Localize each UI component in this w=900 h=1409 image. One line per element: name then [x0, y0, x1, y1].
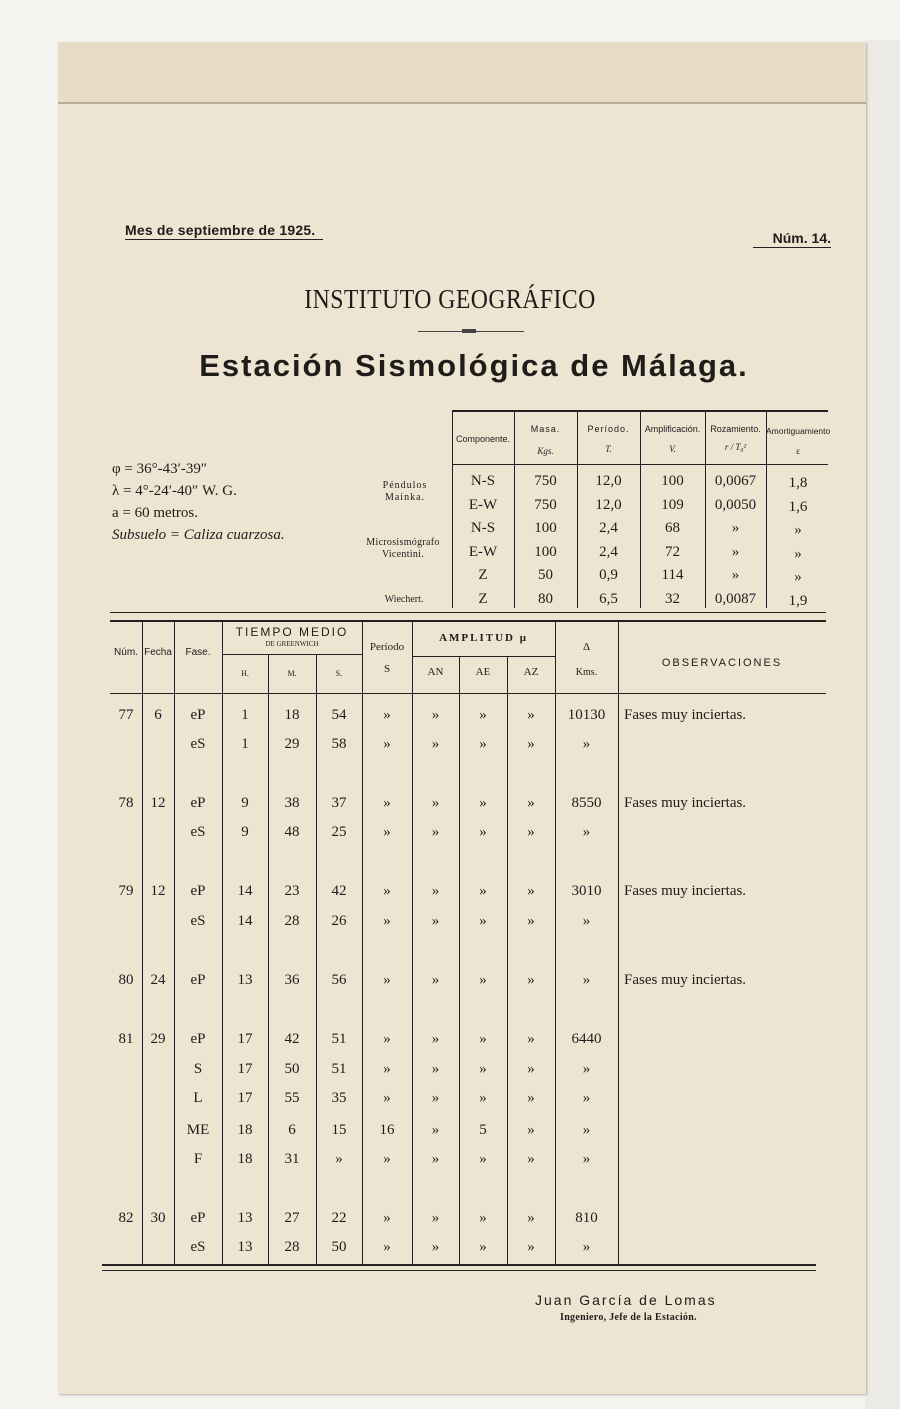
cell-delta: 3010 — [571, 883, 602, 899]
cell-fecha: 24 — [150, 972, 166, 988]
cell-delta: » — [582, 1239, 591, 1255]
folded-page-edge — [58, 42, 866, 104]
cell-delta: » — [582, 1061, 591, 1077]
cell-fase: eP — [190, 795, 206, 811]
instrument-vicentini: Microsismógrafo Vicentini. — [366, 537, 440, 560]
col-delta: Δ — [582, 641, 591, 653]
cell-periodo: » — [383, 913, 391, 929]
cell-ae: » — [479, 1031, 487, 1047]
cell-fecha: 12 — [150, 883, 166, 899]
cell-h: 9 — [241, 795, 249, 811]
cell-an: » — [431, 707, 440, 723]
cell-m: 50 — [284, 1061, 300, 1077]
altitude: a = 60 metros. — [112, 505, 198, 521]
instr-componente-col: N-S E-W N-S E-W Z Z — [468, 473, 498, 607]
cell-an: » — [431, 1122, 440, 1138]
cell-periodo: » — [383, 824, 391, 840]
cell-m: 29 — [284, 736, 300, 752]
col-rozamiento-unit: r / T₀² — [724, 442, 747, 452]
col-periodo-s: S — [383, 663, 391, 675]
cell-az: » — [527, 1122, 535, 1138]
cell-s: 35 — [331, 1090, 347, 1106]
cell-an: » — [431, 824, 440, 840]
cell-h: 17 — [237, 1031, 253, 1047]
cell-m: 36 — [284, 972, 300, 988]
cell-ae: » — [479, 824, 487, 840]
cell-fase: eS — [190, 736, 206, 752]
cell-delta: » — [582, 824, 591, 840]
cell-m: 42 — [284, 1031, 300, 1047]
title-rule-ornament — [462, 329, 476, 333]
scan-background-right — [865, 40, 900, 1409]
cell-s: 51 — [331, 1061, 347, 1077]
subsoil: Subsuelo = Caliza cuarzosa. — [112, 527, 285, 543]
cell-az: » — [527, 883, 535, 899]
cell-h: 1 — [241, 707, 249, 723]
cell-s: 37 — [331, 795, 347, 811]
cell-periodo: » — [383, 1151, 391, 1167]
cell-fecha: 29 — [150, 1031, 166, 1047]
cell-an: » — [431, 1031, 440, 1047]
col-az: AZ — [523, 666, 539, 678]
cell-m: 38 — [284, 795, 300, 811]
cell-m: 27 — [284, 1210, 300, 1226]
cell-delta: » — [582, 1122, 591, 1138]
col-ae: AE — [475, 666, 491, 678]
cell-m: 48 — [284, 824, 300, 840]
cell-ae: » — [479, 1210, 487, 1226]
col-kms: Kms. — [575, 667, 598, 678]
cell-m: 18 — [284, 707, 300, 723]
col-fase: Fase. — [185, 647, 211, 658]
cell-num: 78 — [118, 795, 134, 811]
cell-s: » — [335, 1151, 343, 1167]
cell-ae: » — [479, 1151, 487, 1167]
cell-s: 42 — [331, 883, 347, 899]
cell-az: » — [527, 1031, 535, 1047]
cell-h: 1 — [241, 736, 249, 752]
cell-ae: » — [479, 1061, 487, 1077]
cell-an: » — [431, 1061, 440, 1077]
col-masa-unit: Kgs. — [537, 446, 554, 456]
col-h: H. — [241, 669, 249, 678]
cell-az: » — [527, 736, 535, 752]
col-observaciones: OBSERVACIONES — [661, 657, 783, 669]
cell-ae: 5 — [479, 1122, 487, 1138]
cell-ae: » — [479, 1239, 487, 1255]
cell-s: 26 — [331, 913, 347, 929]
instrument-mainka: Péndulos Mainka. — [382, 480, 428, 503]
cell-fase: eP — [190, 707, 206, 723]
cell-h: 13 — [237, 972, 253, 988]
cell-ae: » — [479, 736, 487, 752]
cell-h: 13 — [237, 1210, 253, 1226]
col-periodo-unit: T. — [605, 444, 612, 454]
col-amortiguamiento: Amortiguamiento — [766, 426, 831, 436]
cell-h: 17 — [237, 1061, 253, 1077]
month-header: Mes de septiembre de 1925. — [125, 222, 323, 240]
col-num: Núm. — [114, 647, 138, 658]
cell-h: 14 — [237, 883, 253, 899]
col-amplificacion-unit: V. — [669, 444, 676, 454]
cell-an: » — [431, 1239, 440, 1255]
cell-az: » — [527, 1210, 535, 1226]
cell-az: » — [527, 913, 535, 929]
cell-fecha: 6 — [154, 707, 162, 723]
cell-delta: » — [582, 913, 591, 929]
cell-az: » — [527, 824, 535, 840]
instrument-wiechert: Wiechert. — [384, 594, 424, 605]
instr-masa-col: 750 750 100 100 50 80 — [534, 473, 557, 607]
cell-periodo: » — [383, 1210, 391, 1226]
cell-fase: eS — [190, 1239, 206, 1255]
cell-delta: » — [582, 1151, 591, 1167]
cell-ae: » — [479, 883, 487, 899]
station-coordinates — [112, 458, 285, 546]
cell-h: 14 — [237, 913, 253, 929]
cell-az: » — [527, 1239, 535, 1255]
cell-fase: L — [193, 1090, 203, 1106]
cell-fase: eP — [190, 1031, 206, 1047]
cell-s: 58 — [331, 736, 347, 752]
cell-delta: 6440 — [571, 1031, 602, 1047]
col-amplitud: AMPLITUD μ — [439, 632, 528, 644]
cell-delta: » — [582, 972, 591, 988]
station-title: Estación Sismológica de Málaga. — [199, 348, 749, 383]
col-periodo: Período — [369, 641, 405, 653]
cell-periodo: » — [383, 1239, 391, 1255]
instr-amplificacion-col: 100 109 68 72 114 32 — [661, 473, 684, 607]
instr-rozamiento-col: 0,0067 0,0050 » » » 0,0087 — [714, 473, 757, 607]
cell-periodo: » — [383, 707, 391, 723]
cell-an: » — [431, 972, 440, 988]
cell-observaciones: Fases muy inciertas. — [624, 795, 747, 811]
cell-s: 54 — [331, 707, 347, 723]
cell-az: » — [527, 795, 535, 811]
col-m: M. — [287, 669, 297, 678]
cell-num: 82 — [118, 1210, 134, 1226]
cell-fase: eP — [190, 1210, 206, 1226]
cell-m: 23 — [284, 883, 300, 899]
col-rozamiento: Rozamiento. — [710, 424, 761, 434]
cell-m: 31 — [284, 1151, 300, 1167]
cell-an: » — [431, 913, 440, 929]
col-amplificacion: Amplificación. — [644, 424, 701, 434]
latitude: φ = 36°-43′-39″ — [112, 461, 208, 477]
cell-s: 51 — [331, 1031, 347, 1047]
cell-az: » — [527, 1061, 535, 1077]
cell-fecha: 12 — [150, 795, 166, 811]
cell-periodo: 16 — [379, 1122, 395, 1138]
cell-m: 28 — [284, 1239, 300, 1255]
cell-az: » — [527, 1090, 535, 1106]
col-fecha: Fecha — [144, 647, 172, 658]
instr-amortiguamiento-col: 1,8 1,6 » » » 1,9 — [788, 475, 808, 609]
cell-s: 56 — [331, 972, 347, 988]
signature-name: Juan García de Lomas — [535, 1292, 717, 1308]
cell-m: 55 — [284, 1090, 300, 1106]
cell-az: » — [527, 972, 535, 988]
cell-an: » — [431, 1090, 440, 1106]
cell-m: 6 — [288, 1122, 296, 1138]
cell-observaciones: Fases muy inciertas. — [624, 883, 747, 899]
col-tiempo-sub: DE GREENWICH — [265, 640, 319, 648]
cell-an: » — [431, 1151, 440, 1167]
cell-fase: S — [193, 1061, 203, 1077]
cell-fase: ME — [186, 1122, 210, 1138]
col-masa: Masa. — [530, 424, 561, 434]
longitude: λ = 4°-24′-40″ W. G. — [112, 483, 237, 499]
cell-h: 13 — [237, 1239, 253, 1255]
instr-periodo-col: 12,0 12,0 2,4 2,4 0,9 6,5 — [595, 473, 622, 607]
cell-periodo: » — [383, 883, 391, 899]
cell-fase: F — [193, 1151, 203, 1167]
cell-num: 81 — [118, 1031, 134, 1047]
col-componente: Componente. — [455, 434, 511, 444]
cell-m: 28 — [284, 913, 300, 929]
cell-an: » — [431, 1210, 440, 1226]
col-amortiguamiento-unit: ε — [796, 446, 800, 456]
cell-delta: » — [582, 1090, 591, 1106]
cell-delta: 8550 — [571, 795, 602, 811]
cell-delta: 810 — [575, 1210, 598, 1226]
cell-delta: » — [582, 736, 591, 752]
cell-ae: » — [479, 795, 487, 811]
cell-periodo: » — [383, 736, 391, 752]
cell-s: 25 — [331, 824, 347, 840]
cell-periodo: » — [383, 795, 391, 811]
col-tiempo-medio: TIEMPO MEDIO — [235, 625, 349, 639]
cell-h: 17 — [237, 1090, 253, 1106]
cell-fase: eP — [190, 972, 206, 988]
cell-periodo: » — [383, 972, 391, 988]
cell-delta: 10130 — [567, 707, 606, 723]
signature-role: Ingeniero, Jefe de la Estación. — [560, 1312, 697, 1323]
cell-h: 18 — [237, 1151, 253, 1167]
cell-an: » — [431, 795, 440, 811]
cell-s: 22 — [331, 1210, 347, 1226]
cell-ae: » — [479, 972, 487, 988]
cell-s: 15 — [331, 1122, 347, 1138]
cell-fase: eP — [190, 883, 206, 899]
cell-fase: eS — [190, 824, 206, 840]
cell-num: 79 — [118, 883, 134, 899]
cell-periodo: » — [383, 1090, 391, 1106]
scan-background-top — [0, 0, 900, 42]
cell-fecha: 30 — [150, 1210, 166, 1226]
cell-h: 9 — [241, 824, 249, 840]
cell-ae: » — [479, 913, 487, 929]
cell-periodo: » — [383, 1031, 391, 1047]
cell-num: 80 — [118, 972, 134, 988]
cell-an: » — [431, 883, 440, 899]
cell-ae: » — [479, 707, 487, 723]
cell-h: 18 — [237, 1122, 253, 1138]
cell-ae: » — [479, 1090, 487, 1106]
cell-s: 50 — [331, 1239, 347, 1255]
cell-az: » — [527, 1151, 535, 1167]
cell-fase: eS — [190, 913, 206, 929]
col-an: AN — [427, 666, 444, 678]
institute-title: INSTITUTO GEOGRÁFICO — [304, 284, 596, 314]
cell-az: » — [527, 707, 535, 723]
cell-an: » — [431, 736, 440, 752]
col-periodo: Período. — [587, 424, 630, 434]
col-s: S. — [335, 669, 343, 678]
cell-observaciones: Fases muy inciertas. — [624, 707, 747, 723]
cell-observaciones: Fases muy inciertas. — [624, 972, 747, 988]
issue-number: Núm. 14. — [753, 230, 831, 248]
cell-periodo: » — [383, 1061, 391, 1077]
cell-num: 77 — [118, 707, 134, 723]
